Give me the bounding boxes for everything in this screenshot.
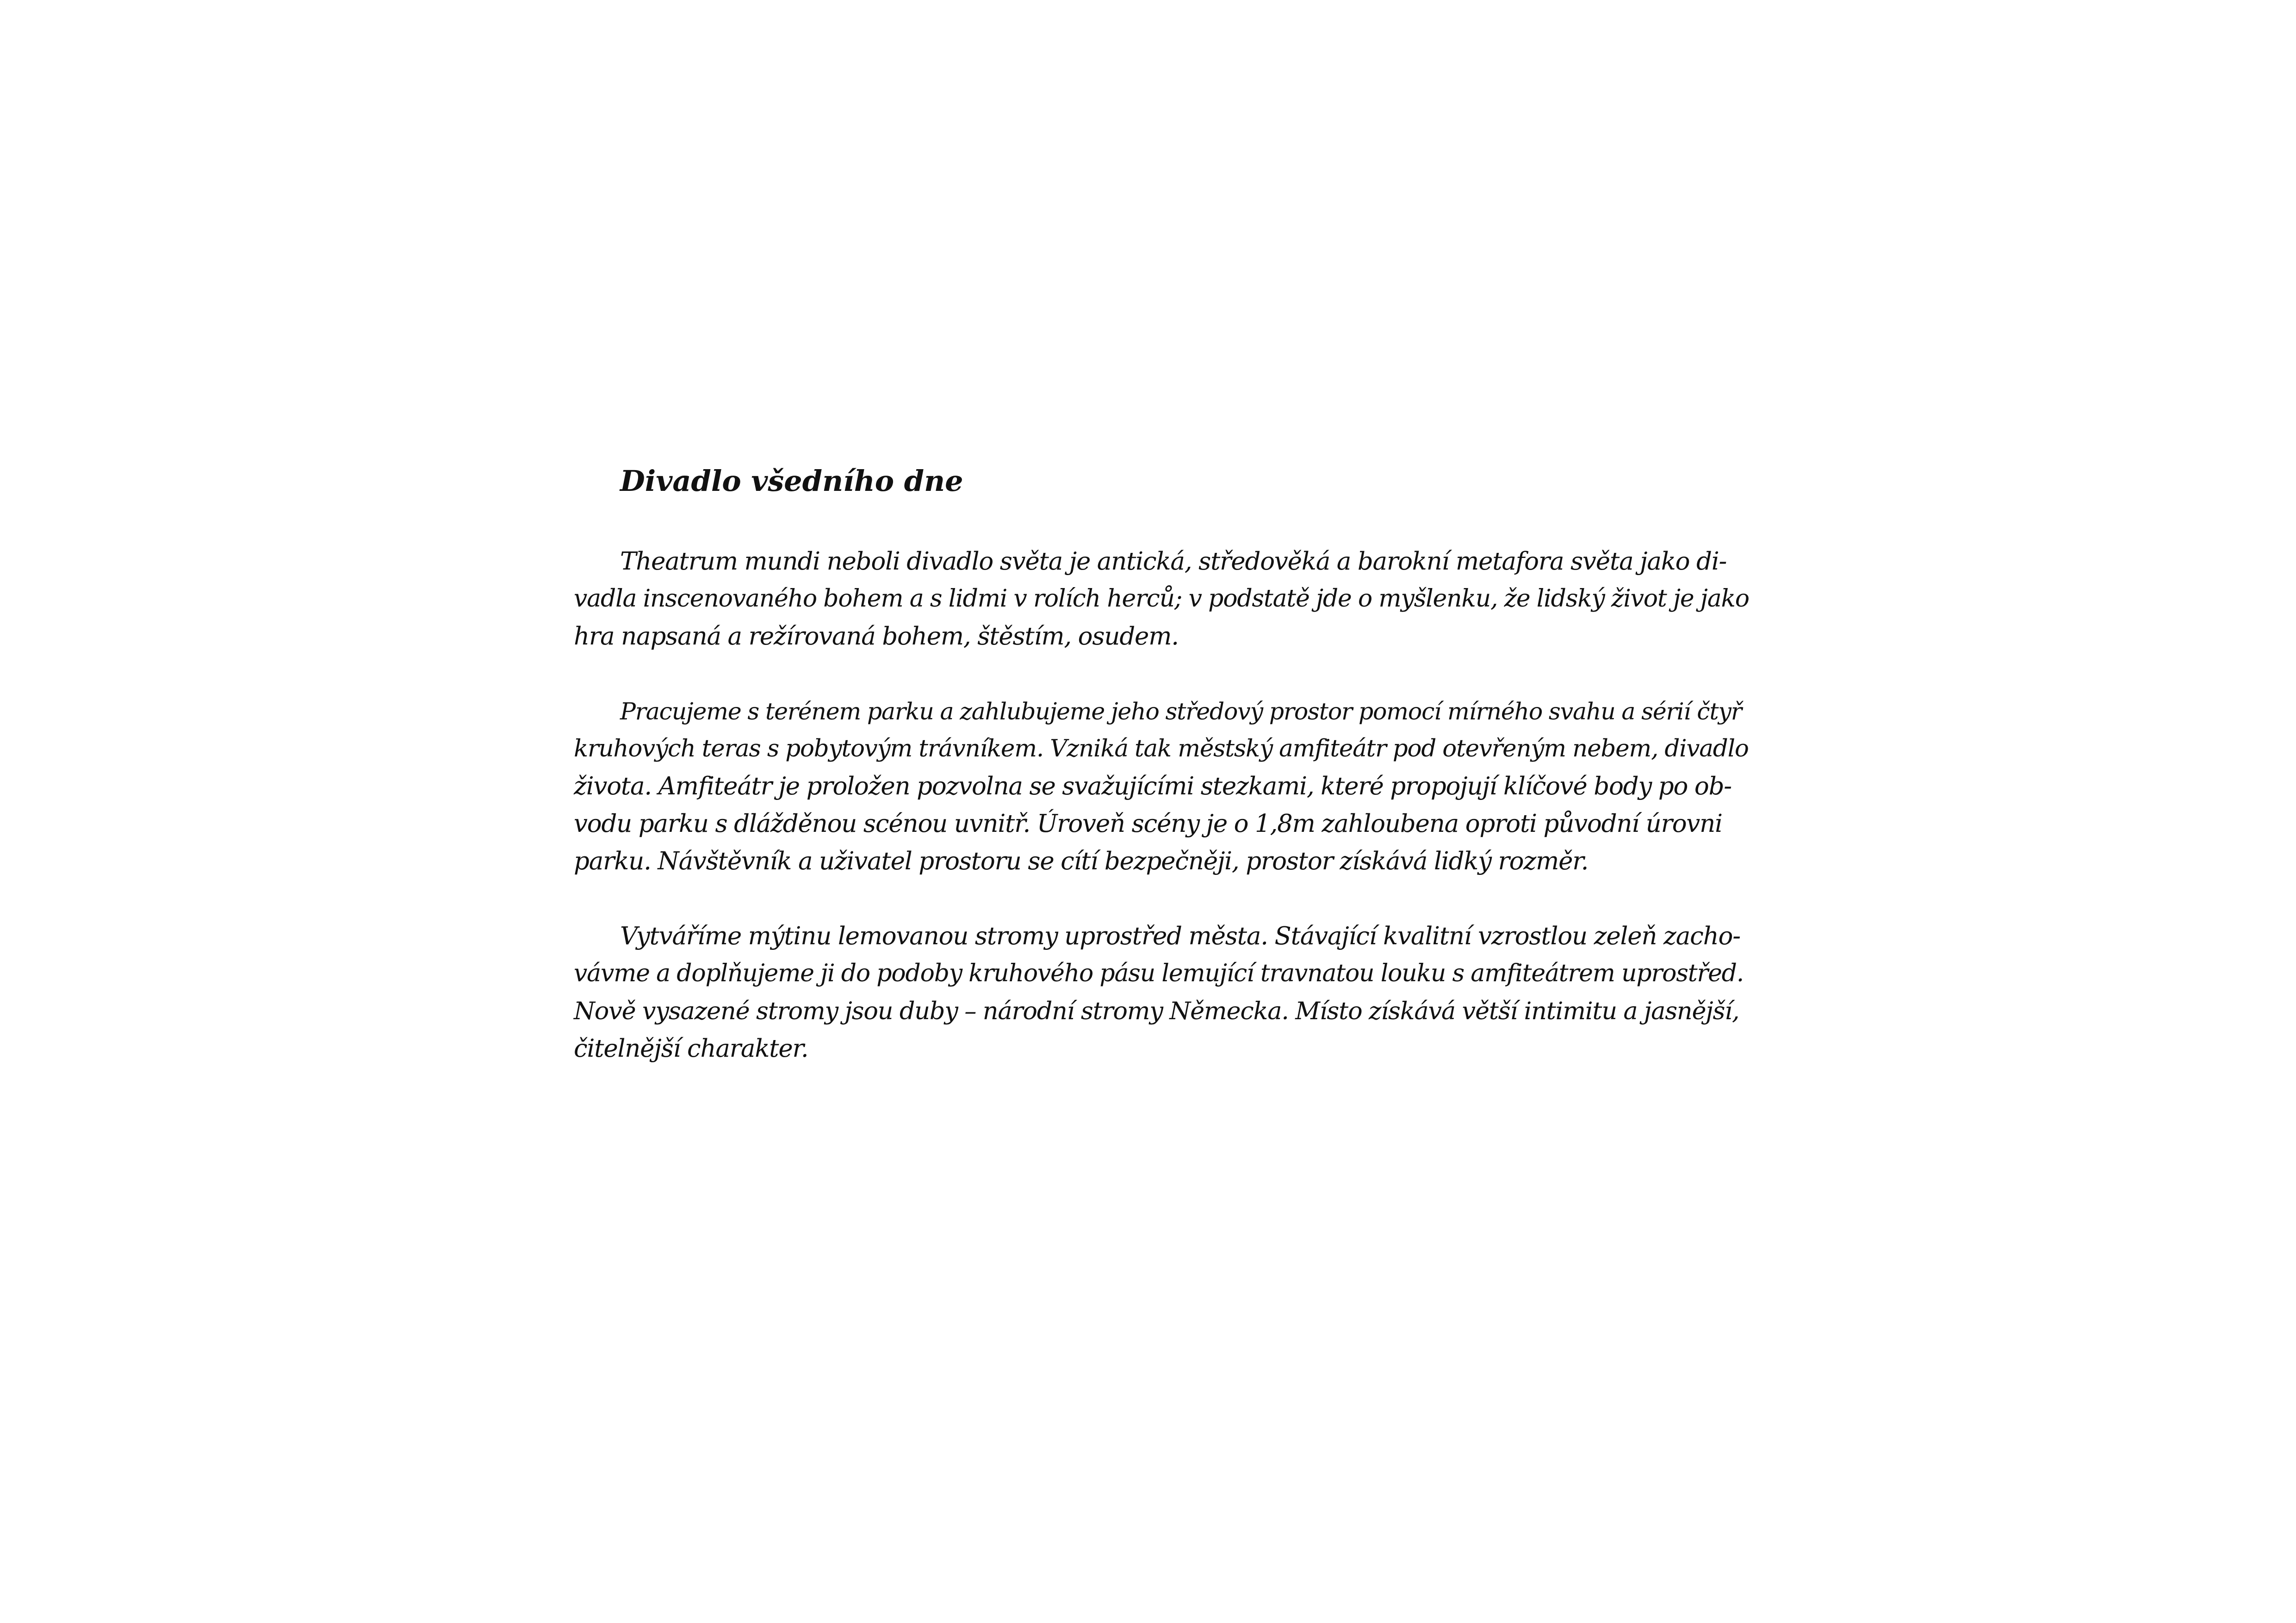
- paragraph-clearing: [574, 917, 1749, 1067]
- paragraph-line: Pracujeme s terénem parku a zahlubujeme jeho středový prostor pomocí mírného svahu a sérií čtyř: [620, 698, 1742, 725]
- paragraph-line: vadla inscenovaného bohem a s lidmi v rolích herců; v podstatě jde o myšlenku, že lidský život je jako: [574, 585, 1749, 613]
- page-title: Divadlo všedního dne: [620, 464, 963, 498]
- paragraph-line: vodu parku s dlážděnou scénou uvnitř. Úroveň scény je o 1,8m zahloubena oproti původní úrovni: [574, 810, 1722, 838]
- paragraph-terrain: [574, 693, 1749, 880]
- paragraph-line: Vytváříme mýtinu lemovanou stromy uprostřed města. Stávající kvalitní vzrostlou zeleň zacho-: [620, 922, 1740, 950]
- paragraph-line: parku. Návštěvník a uživatel prostoru se cítí bezpečněji, prostor získává lidký rozměr.: [574, 847, 1589, 875]
- text-block: [574, 456, 1749, 1105]
- paragraph-line: Nově vysazené stromy jsou duby – národní stromy Německa. Místo získává větší intimitu a jasnější,: [574, 997, 1739, 1025]
- paragraph-line: života. Amfiteátr je proložen pozvolna se svažujícími stezkami, které propojují klíčové body po ob-: [574, 772, 1731, 800]
- paragraph-line: čitelnější charakter.: [574, 1035, 808, 1063]
- paragraph-line: kruhových teras s pobytovým trávníkem. Vzniká tak městský amfiteátr pod otevřeným nebem, divadlo: [574, 735, 1749, 762]
- paragraph-line: vávme a doplňujeme ji do podoby kruhového pásu lemující travnatou louku s amfiteátrem uprostřed.: [574, 960, 1744, 987]
- paragraph-line: hra napsaná a režírovaná bohem, štěstím, osudem.: [574, 622, 1179, 650]
- paragraph-theatrum-mundi: [574, 543, 1749, 655]
- paragraph-line: Theatrum mundi neboli divadlo světa je antická, středověká a barokní metafora světa jako di-: [620, 547, 1727, 576]
